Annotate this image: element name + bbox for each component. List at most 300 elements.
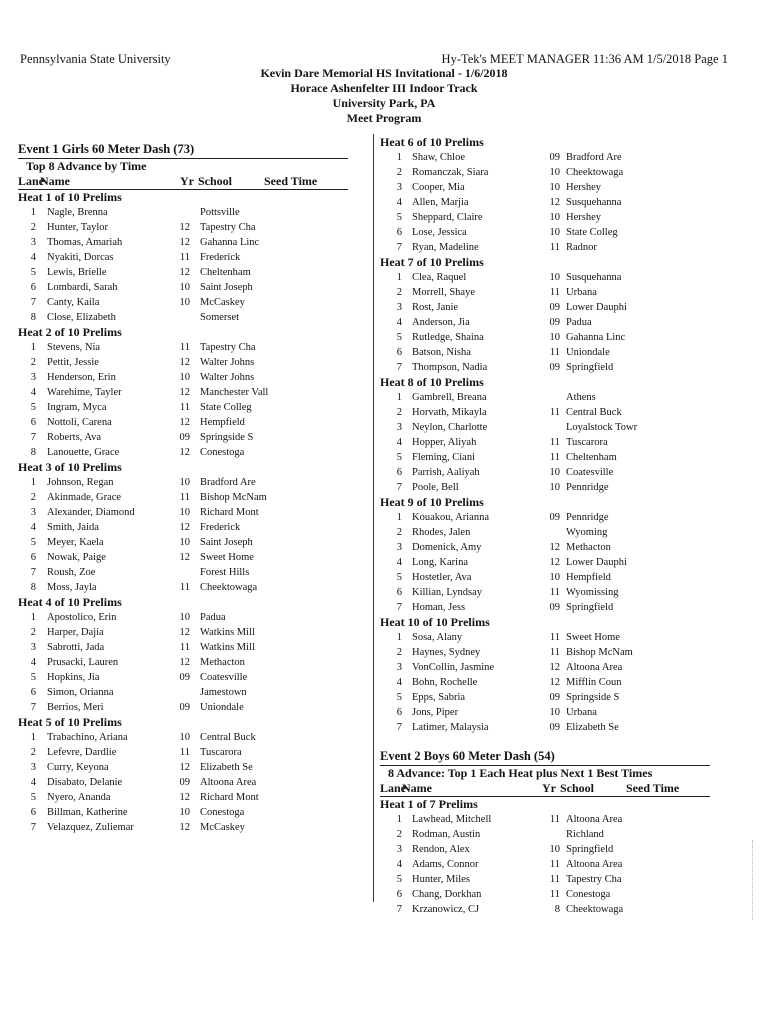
entry-row: [18, 475, 368, 490]
lane-number: 4: [30, 777, 36, 788]
school-name: Cheektowaga: [566, 167, 624, 178]
athlete-name: Chang, Dorkhan: [412, 889, 482, 900]
school-name: Saint Joseph: [200, 537, 253, 548]
entry-row: [18, 760, 368, 775]
entry-row: [380, 480, 730, 495]
lane-number: 3: [396, 422, 402, 433]
athlete-name: Poole, Bell: [412, 482, 459, 493]
school-name: Pennridge: [566, 482, 609, 493]
athlete-year: 11: [179, 252, 190, 263]
lane-number: 4: [30, 657, 36, 668]
lane-number: 7: [30, 567, 36, 578]
entry-row: [18, 280, 368, 295]
entry-row: [380, 225, 730, 240]
athlete-year: 09: [549, 152, 560, 163]
athlete-name: Neylon, Charlotte: [412, 422, 488, 433]
athlete-name: Rhodes, Jalen: [412, 527, 471, 538]
lane-number: 5: [396, 572, 402, 583]
lane-number: 3: [396, 662, 402, 673]
athlete-year: 10: [549, 844, 560, 855]
athlete-name: Fleming, Ciani: [412, 452, 475, 463]
athlete-year: 12: [179, 822, 190, 833]
school-name: Watkins Mill: [200, 642, 255, 653]
athlete-name: Berrios, Meri: [47, 702, 104, 713]
school-name: Wyomissing: [566, 587, 619, 598]
column-divider: [373, 134, 374, 902]
school-name: Methacton: [566, 542, 611, 553]
athlete-name: Curry, Keyona: [47, 762, 109, 773]
athlete-year: 09: [179, 672, 190, 683]
athlete-name: Lefevre, Dardlie: [47, 747, 117, 758]
column-header-row: [18, 174, 348, 190]
athlete-year: 12: [179, 387, 190, 398]
athlete-name: Long, Karina: [412, 557, 468, 568]
athlete-year: 12: [179, 447, 190, 458]
lane-number: 2: [30, 627, 36, 638]
entry-row: [380, 360, 730, 375]
athlete-name: Lose, Jessica: [412, 227, 467, 238]
school-name: Lower Dauphi: [566, 557, 627, 568]
athlete-year: 10: [179, 732, 190, 743]
entry-row: [380, 210, 730, 225]
school-name: Richland: [566, 829, 604, 840]
lane-number: 6: [30, 807, 36, 818]
entry-row: [18, 265, 368, 280]
school-name: Altoona Area: [566, 859, 623, 870]
athlete-name: Alexander, Diamond: [47, 507, 135, 518]
right-column: [380, 135, 730, 917]
entry-row: [380, 720, 730, 735]
lane-number: 6: [30, 552, 36, 563]
athlete-year: 10: [179, 612, 190, 623]
athlete-year: 11: [549, 874, 560, 885]
athlete-year: 10: [549, 707, 560, 718]
entry-row: [18, 550, 368, 565]
athlete-name: Hunter, Miles: [412, 874, 470, 885]
lane-number: 4: [30, 387, 36, 398]
athlete-year: 12: [549, 557, 560, 568]
athlete-year: 11: [549, 632, 560, 643]
school-name: Uniondale: [200, 702, 244, 713]
athlete-year: 11: [549, 647, 560, 658]
athlete-name: Nowak, Paige: [47, 552, 106, 563]
entry-row: [380, 180, 730, 195]
athlete-year: 12: [549, 197, 560, 208]
athlete-year: 10: [179, 372, 190, 383]
lane-number: 2: [30, 222, 36, 233]
entry-row: [380, 705, 730, 720]
athlete-year: 09: [549, 512, 560, 523]
lane-number: 2: [396, 527, 402, 538]
lane-number: 7: [396, 482, 402, 493]
heat-header: Heat 7 of 10 Prelims: [380, 255, 484, 269]
column-header-lane: Lane: [18, 174, 45, 188]
athlete-name: Moss, Jayla: [47, 582, 97, 593]
entry-row: [380, 390, 730, 405]
lane-number: 1: [396, 392, 402, 403]
athlete-name: Ingram, Myca: [47, 402, 107, 413]
school-name: Bradford Are: [200, 477, 256, 488]
school-name: Altoona Area: [566, 662, 623, 673]
athlete-name: Thomas, Amariah: [47, 237, 123, 248]
school-name: Mifflin Coun: [566, 677, 622, 688]
lane-number: 1: [30, 477, 36, 488]
event-title: Event 2 Boys 60 Meter Dash (54): [380, 749, 710, 766]
lane-number: 2: [30, 492, 36, 503]
school-name: Tapestry Cha: [200, 222, 256, 233]
lane-number: 1: [30, 612, 36, 623]
lane-number: 1: [30, 732, 36, 743]
left-column: [18, 142, 368, 835]
column-header-row: [380, 781, 710, 797]
entry-row: [380, 675, 730, 690]
lane-number: 6: [396, 707, 402, 718]
school-name: Tuscarora: [566, 437, 608, 448]
athlete-year: 09: [549, 602, 560, 613]
school-name: Bishop McNam: [566, 647, 633, 658]
athlete-name: Homan, Jess: [412, 602, 466, 613]
athlete-year: 12: [549, 542, 560, 553]
athlete-year: 10: [179, 282, 190, 293]
lane-number: 3: [30, 762, 36, 773]
entry-row: [18, 820, 368, 835]
athlete-year: 10: [549, 212, 560, 223]
entry-row: [18, 295, 368, 310]
lane-number: 1: [396, 512, 402, 523]
school-name: Saint Joseph: [200, 282, 253, 293]
entry-row: [18, 355, 368, 370]
athlete-year: 11: [179, 492, 190, 503]
lane-number: 2: [396, 287, 402, 298]
lane-number: 4: [30, 522, 36, 533]
lane-number: 5: [30, 402, 36, 413]
school-name: Hempfield: [200, 417, 245, 428]
athlete-year: 09: [549, 362, 560, 373]
lane-number: 5: [30, 537, 36, 548]
school-name: Walter Johns: [200, 372, 255, 383]
athlete-name: Sosa, Alany: [412, 632, 463, 643]
athlete-name: Latimer, Malaysia: [412, 722, 489, 733]
entry-row: [380, 812, 730, 827]
entry-row: [18, 490, 368, 505]
entry-row: [380, 660, 730, 675]
school-name: Hershey: [566, 182, 601, 193]
school-name: Urbana: [566, 707, 597, 718]
entry-row: [18, 445, 368, 460]
school-name: Altoona Area: [200, 777, 257, 788]
school-name: Forest Hills: [200, 567, 250, 578]
athlete-name: Pettit, Jessie: [47, 357, 99, 368]
entry-row: [380, 570, 730, 585]
entry-row: [18, 220, 368, 235]
athlete-year: 10: [179, 537, 190, 548]
lane-number: 3: [396, 844, 402, 855]
entry-row: [18, 640, 368, 655]
athlete-year: 11: [179, 642, 190, 653]
school-name: Wyoming: [566, 527, 608, 538]
athlete-name: Sabrotti, Jada: [47, 642, 105, 653]
entry-row: [18, 805, 368, 820]
athlete-name: Johnson, Regan: [47, 477, 114, 488]
school-name: State Colleg: [566, 227, 618, 238]
heat-header: Heat 1 of 10 Prelims: [18, 190, 122, 204]
school-name: Cheektowaga: [566, 904, 624, 915]
athlete-year: 11: [179, 747, 190, 758]
lane-number: 1: [396, 272, 402, 283]
entry-row: [380, 842, 730, 857]
athlete-name: Hopkins, Jia: [47, 672, 100, 683]
entry-row: [380, 827, 730, 842]
lane-number: 7: [396, 722, 402, 733]
athlete-year: 11: [549, 859, 560, 870]
athlete-year: 09: [179, 702, 190, 713]
entry-row: [380, 345, 730, 360]
lane-number: 8: [30, 447, 36, 458]
entry-row: [380, 887, 730, 902]
lane-number: 3: [396, 542, 402, 553]
lane-number: 2: [30, 747, 36, 758]
lane-number: 6: [396, 227, 402, 238]
athlete-name: Smith, Jaida: [47, 522, 99, 533]
lane-number: 3: [30, 237, 36, 248]
school-name: Urbana: [566, 287, 597, 298]
athlete-name: Close, Elizabeth: [47, 312, 116, 323]
athlete-year: 10: [549, 572, 560, 583]
lane-number: 7: [30, 822, 36, 833]
athlete-name: Epps, Sabria: [412, 692, 466, 703]
athlete-name: Prusacki, Lauren: [47, 657, 119, 668]
athlete-year: 11: [179, 402, 190, 413]
lane-number: 2: [30, 357, 36, 368]
athlete-year: 12: [179, 237, 190, 248]
school-name: Tapestry Cha: [566, 874, 622, 885]
athlete-name: Rendon, Alex: [412, 844, 470, 855]
athlete-year: 11: [549, 889, 560, 900]
lane-number: 4: [396, 859, 402, 870]
entry-row: [18, 670, 368, 685]
school-name: Richard Mont: [200, 507, 259, 518]
athlete-year: 09: [179, 432, 190, 443]
athlete-year: 12: [179, 552, 190, 563]
school-name: Elizabeth Se: [566, 722, 619, 733]
school-name: Richard Mont: [200, 792, 259, 803]
lane-number: 6: [30, 687, 36, 698]
school-name: Loyalstock Towr: [566, 422, 638, 433]
entry-row: [18, 625, 368, 640]
event-spacer: [380, 735, 730, 749]
column-header-name: Name: [40, 174, 70, 188]
column-header-yr: Yr: [542, 781, 556, 795]
entry-row: [380, 300, 730, 315]
athlete-name: Romanczak, Siara: [412, 167, 489, 178]
athlete-year: 12: [179, 222, 190, 233]
entry-row: [380, 315, 730, 330]
athlete-year: 10: [179, 477, 190, 488]
lane-number: 3: [396, 182, 402, 193]
athlete-name: Hunter, Taylor: [47, 222, 109, 233]
entry-row: [18, 505, 368, 520]
entry-row: [380, 330, 730, 345]
school-name: Walter Johns: [200, 357, 255, 368]
athlete-year: 10: [549, 272, 560, 283]
school-name: Lower Dauphi: [566, 302, 627, 313]
lane-number: 8: [30, 582, 36, 593]
entry-row: [18, 385, 368, 400]
athlete-year: 11: [549, 287, 560, 298]
athlete-name: Jons, Piper: [412, 707, 459, 718]
school-name: Bishop McNam: [200, 492, 267, 503]
lane-number: 4: [396, 437, 402, 448]
athlete-name: Clea, Raquel: [412, 272, 467, 283]
entry-row: [18, 415, 368, 430]
school-name: Uniondale: [566, 347, 610, 358]
entry-row: [380, 420, 730, 435]
lane-number: 1: [396, 152, 402, 163]
heat-header: Heat 1 of 7 Prelims: [380, 797, 478, 811]
lane-number: 7: [396, 602, 402, 613]
school-name: Radnor: [566, 242, 597, 253]
athlete-name: Parrish, Aaliyah: [412, 467, 480, 478]
athlete-name: Shaw, Chloe: [412, 152, 465, 163]
athlete-name: Roberts, Ava: [47, 432, 102, 443]
lane-number: 1: [396, 814, 402, 825]
lane-number: 4: [396, 197, 402, 208]
entry-row: [380, 435, 730, 450]
athlete-year: 09: [549, 692, 560, 703]
entry-row: [380, 857, 730, 872]
entry-row: [380, 600, 730, 615]
heat-header: Heat 3 of 10 Prelims: [18, 460, 122, 474]
lane-number: 5: [396, 692, 402, 703]
athlete-name: Thompson, Nadia: [412, 362, 488, 373]
lane-number: 5: [396, 332, 402, 343]
athlete-year: 11: [549, 587, 560, 598]
athlete-year: 11: [549, 452, 560, 463]
entry-row: [380, 450, 730, 465]
athlete-year: 10: [549, 227, 560, 238]
heat-header: Heat 4 of 10 Prelims: [18, 595, 122, 609]
school-name: Tuscarora: [200, 747, 242, 758]
athlete-year: 10: [179, 297, 190, 308]
school-name: Frederick: [200, 522, 241, 533]
entry-row: [380, 630, 730, 645]
meet-title: Kevin Dare Memorial HS Invitational - 1/6/2018: [260, 66, 508, 80]
entry-row: [18, 655, 368, 670]
school-name: Tapestry Cha: [200, 342, 256, 353]
school-name: Central Buck: [200, 732, 256, 743]
column-header-school: School: [560, 781, 595, 795]
lane-number: 6: [396, 467, 402, 478]
entry-row: [18, 565, 368, 580]
column-header-school: School: [198, 174, 233, 188]
athlete-year: 12: [179, 627, 190, 638]
lane-number: 7: [396, 362, 402, 373]
column-header-name: Name: [402, 781, 432, 795]
advance-rule: Top 8 Advance by Time: [26, 159, 147, 173]
athlete-name: Lawhead, Mitchell: [412, 814, 492, 825]
lane-number: 1: [30, 342, 36, 353]
entry-row: [18, 250, 368, 265]
entry-row: [380, 285, 730, 300]
lane-number: 2: [396, 167, 402, 178]
athlete-year: 09: [179, 777, 190, 788]
athlete-name: Cooper, Mia: [412, 182, 465, 193]
athlete-name: Hopper, Aliyah: [412, 437, 477, 448]
school-name: McCaskey: [200, 822, 245, 833]
athlete-year: 10: [549, 467, 560, 478]
entry-row: [18, 730, 368, 745]
school-name: Coatesville: [566, 467, 614, 478]
entry-row: [18, 580, 368, 595]
lane-number: 6: [30, 282, 36, 293]
school-name: Springfield: [566, 602, 614, 613]
lane-number: 5: [30, 267, 36, 278]
entry-row: [380, 270, 730, 285]
school-name: Springside S: [200, 432, 254, 443]
advance-rule: 8 Advance: Top 1 Each Heat plus Next 1 Best Times: [388, 766, 653, 780]
lane-number: 3: [30, 507, 36, 518]
heat-header: Heat 2 of 10 Prelims: [18, 325, 122, 339]
lane-number: 8: [30, 312, 36, 323]
athlete-name: Morrell, Shaye: [412, 287, 475, 298]
lane-number: 7: [396, 904, 402, 915]
column-header-seed: Seed Time: [264, 174, 318, 188]
entry-row: [380, 165, 730, 180]
entry-row: [380, 540, 730, 555]
entry-row: [18, 400, 368, 415]
school-name: Watkins Mill: [200, 627, 255, 638]
school-name: Sweet Home: [200, 552, 254, 563]
lane-number: 4: [396, 677, 402, 688]
event-title: Event 1 Girls 60 Meter Dash (73): [18, 142, 348, 159]
lane-number: 2: [396, 407, 402, 418]
athlete-name: Simon, Orianna: [47, 687, 114, 698]
athlete-year: 10: [549, 482, 560, 493]
athlete-year: 11: [549, 437, 560, 448]
athlete-name: Trabachino, Ariana: [47, 732, 128, 743]
school-name: Jamestown: [200, 687, 247, 698]
athlete-year: 12: [179, 762, 190, 773]
entry-row: [18, 340, 368, 355]
school-name: Conestoga: [200, 447, 245, 458]
lane-number: 7: [30, 702, 36, 713]
athlete-name: Horvath, Mikayla: [412, 407, 487, 418]
school-name: Padua: [566, 317, 592, 328]
athlete-name: Nyakiti, Dorcas: [47, 252, 114, 263]
lane-number: 7: [30, 297, 36, 308]
school-name: Cheltenham: [200, 267, 251, 278]
athlete-year: 12: [179, 792, 190, 803]
athlete-year: 12: [179, 357, 190, 368]
athlete-year: 11: [179, 582, 190, 593]
athlete-year: 12: [179, 657, 190, 668]
entry-row: [380, 872, 730, 887]
school-name: Springside S: [566, 692, 620, 703]
athlete-name: Warehime, Tayler: [47, 387, 122, 398]
athlete-year: 12: [179, 522, 190, 533]
venue-title: Horace Ashenfelter III Indoor Track: [290, 81, 478, 95]
school-name: Bradford Are: [566, 152, 622, 163]
athlete-name: Rutledge, Shaina: [412, 332, 484, 343]
heat-header: Heat 8 of 10 Prelims: [380, 375, 484, 389]
entry-row: [18, 685, 368, 700]
athlete-name: Haynes, Sydney: [412, 647, 481, 658]
athlete-name: Adams, Connor: [412, 859, 479, 870]
heat-header: Heat 6 of 10 Prelims: [380, 135, 484, 149]
entry-row: [380, 555, 730, 570]
athlete-name: Ryan, Madeline: [412, 242, 479, 253]
entry-row: [380, 240, 730, 255]
